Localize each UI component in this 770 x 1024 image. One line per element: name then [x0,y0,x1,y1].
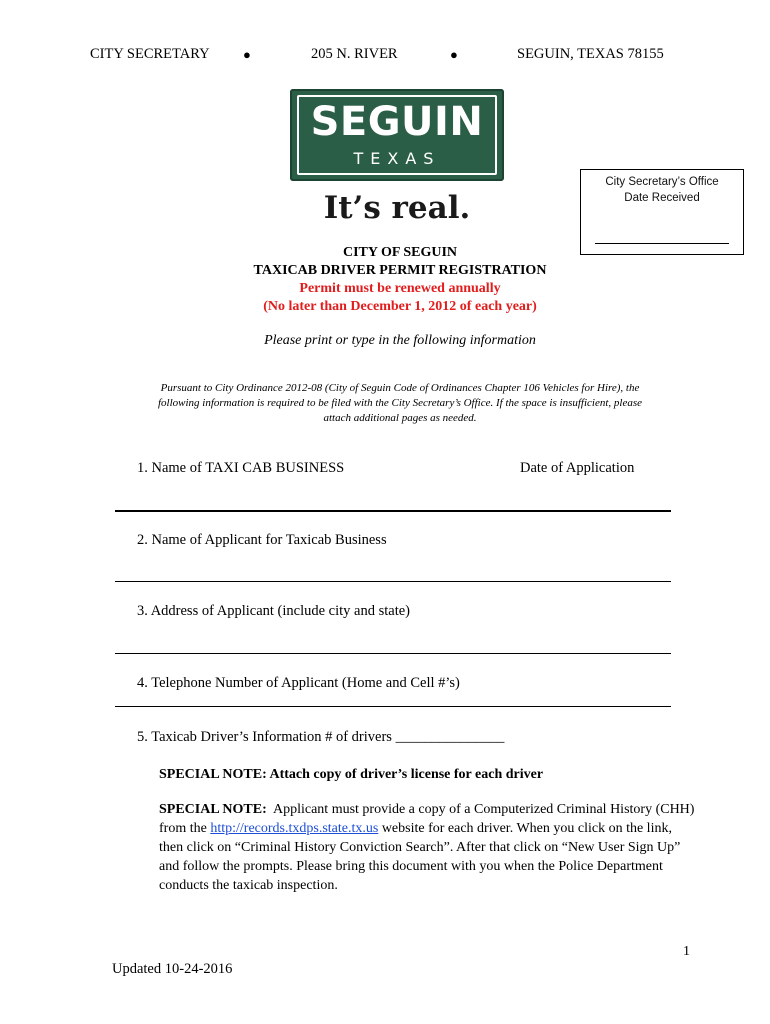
dps-records-link[interactable]: http://records.txdps.state.tx.us [210,821,379,836]
field-applicant-name-label: 2. Name of Applicant for Taxicab Business [137,532,387,548]
instruction: Please print or type in the following information [264,333,536,348]
applicant-name-line[interactable] [115,581,671,582]
header-city: SEGUIN, TEXAS 78155 [517,46,664,62]
stamp-signature-line [595,243,729,244]
intro-paragraph: Pursuant to City Ordinance 2012-08 (City of Seguin Code of Ordinances Chapter 106 Vehicles for Hire), the following information is required to be filed with the City Secretary’s Office. If the space is insufficient, please attach additional pages as needed. [157,382,643,424]
logo-state: TEXAS [353,149,441,168]
bullet-separator: ● [243,47,251,62]
date-received-box [580,169,744,255]
special-note-license: SPECIAL NOTE: Attach copy of driver’s license for each driver [159,767,544,782]
stamp-date-label: Date Received [624,192,700,204]
field-driver-count-label[interactable]: 5. Taxicab Driver’s Information # of drivers _______________ [137,729,505,745]
telephone-line[interactable] [115,706,671,707]
city-logo [290,89,504,181]
header-org: CITY SECRETARY [90,46,210,62]
form-title: TAXICAB DRIVER PERMIT REGISTRATION [253,263,547,278]
field-address-label: 3. Address of Applicant (include city and state) [137,603,411,619]
form-title-city: CITY OF SEGUIN [342,245,458,260]
address-line[interactable] [115,653,671,654]
stamp-office-label: City Secretary’s Office [605,176,719,188]
renewal-notice: Permit must be renewed annually [299,281,501,296]
special-note-chh: SPECIAL NOTE: Applicant must provide a copy of a Computerized Criminal History (CHH) from the http://records.txdps.state.tx.us website for each driver. When you click on the link, then click on “Criminal History Conviction Search”. After that click on “New User Sign Up” and follow the prompts. Please bring this document with you when the Police Department conducts the taxicab inspection. [159,802,695,893]
page-number: 1 [683,944,690,959]
updated-date: Updated 10-24-2016 [112,961,233,977]
logo-tagline: It’s real. [323,190,471,226]
renewal-deadline: (No later than December 1, 2012 of each year) [263,299,537,314]
business-name-line[interactable] [115,510,671,512]
header-address: 205 N. RIVER [311,46,398,62]
bullet-separator: ● [450,47,458,62]
field-telephone-label: 4. Telephone Number of Applicant (Home and Cell #’s) [137,675,460,691]
logo-name: SEGUIN [310,99,484,145]
field-application-date-label: Date of Application [520,460,635,476]
field-business-name-label: 1. Name of TAXI CAB BUSINESS [137,460,345,476]
